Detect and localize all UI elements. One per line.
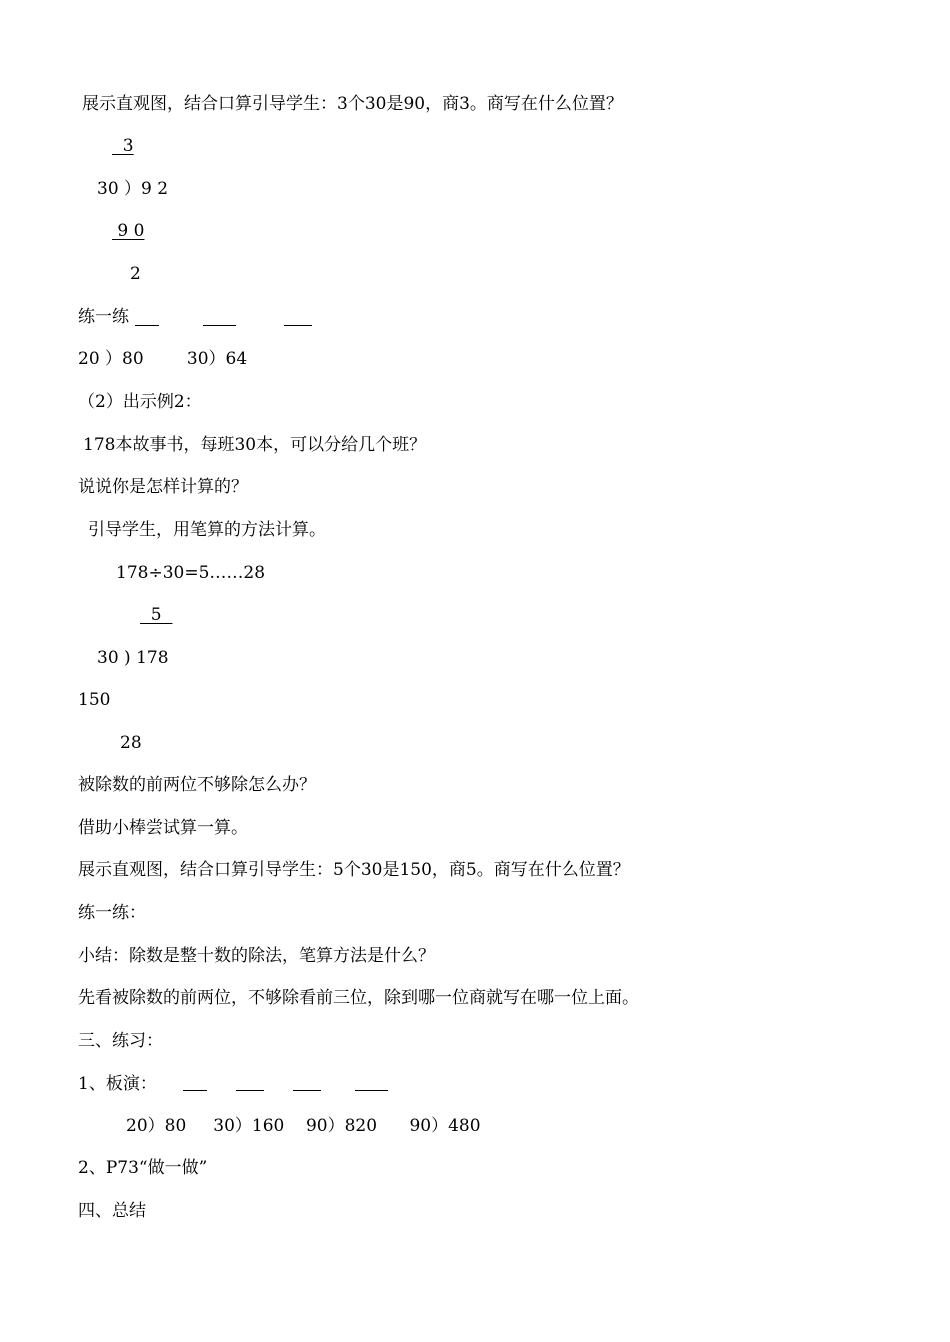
section-heading: 四、总结 [78, 1201, 146, 1221]
product-line: 9 0 [112, 221, 145, 241]
text-line: 小结：除数是整十数的除法，笔算方法是什么？ [78, 946, 435, 966]
practice-label: 练一练 [78, 307, 129, 327]
product-line: 150 [78, 690, 111, 710]
text-line: 178本故事书，每班30本，可以分给几个班？ [83, 435, 427, 455]
division-line: 30 ) 178 [97, 648, 169, 668]
remainder-line: 28 [120, 733, 142, 753]
board-practice-problems: 20）80 30）160 90）820 90）480 [126, 1116, 481, 1136]
remainder-line: 2 [130, 264, 141, 284]
quotient-line: 3 [112, 136, 134, 156]
answer-blank [284, 325, 312, 326]
quotient-line: 5 [140, 605, 173, 625]
text-line: 展示直观图，结合口算引导学生：5个30是150，商5。商写在什么位置？ [78, 860, 630, 880]
equation-line: 178÷30=5……28 [116, 563, 266, 583]
answer-blank [203, 325, 236, 326]
text-line: 借助小棒尝试算一算。 [78, 818, 248, 838]
board-practice-label: 1、板演： [78, 1074, 157, 1094]
practice-problems: 20 ）80 30）64 [78, 349, 248, 369]
answer-blank [293, 1090, 321, 1091]
text-line: 被除数的前两位不够除怎么办？ [78, 775, 316, 795]
text-line: 练一练： [78, 903, 146, 923]
text-line: 2、P73“做一做” [78, 1158, 208, 1178]
section-heading: 三、练习： [78, 1031, 163, 1051]
text-line: （2）出示例2： [78, 392, 202, 412]
answer-blank [183, 1090, 207, 1091]
text-line: 展示直观图，结合口算引导学生：3个30是90，商3。商写在什么位置？ [82, 94, 623, 114]
text-line: 引导学生，用笔算的方法计算。 [88, 520, 326, 540]
answer-blank [355, 1090, 388, 1091]
answer-blank [135, 325, 159, 326]
division-line: 30 ）9 2 [97, 179, 169, 199]
text-line: 说说你是怎样计算的？ [78, 477, 248, 497]
text-line: 先看被除数的前两位，不够除看前三位，除到哪一位商就写在哪一位上面。 [78, 988, 639, 1008]
answer-blank [236, 1090, 264, 1091]
